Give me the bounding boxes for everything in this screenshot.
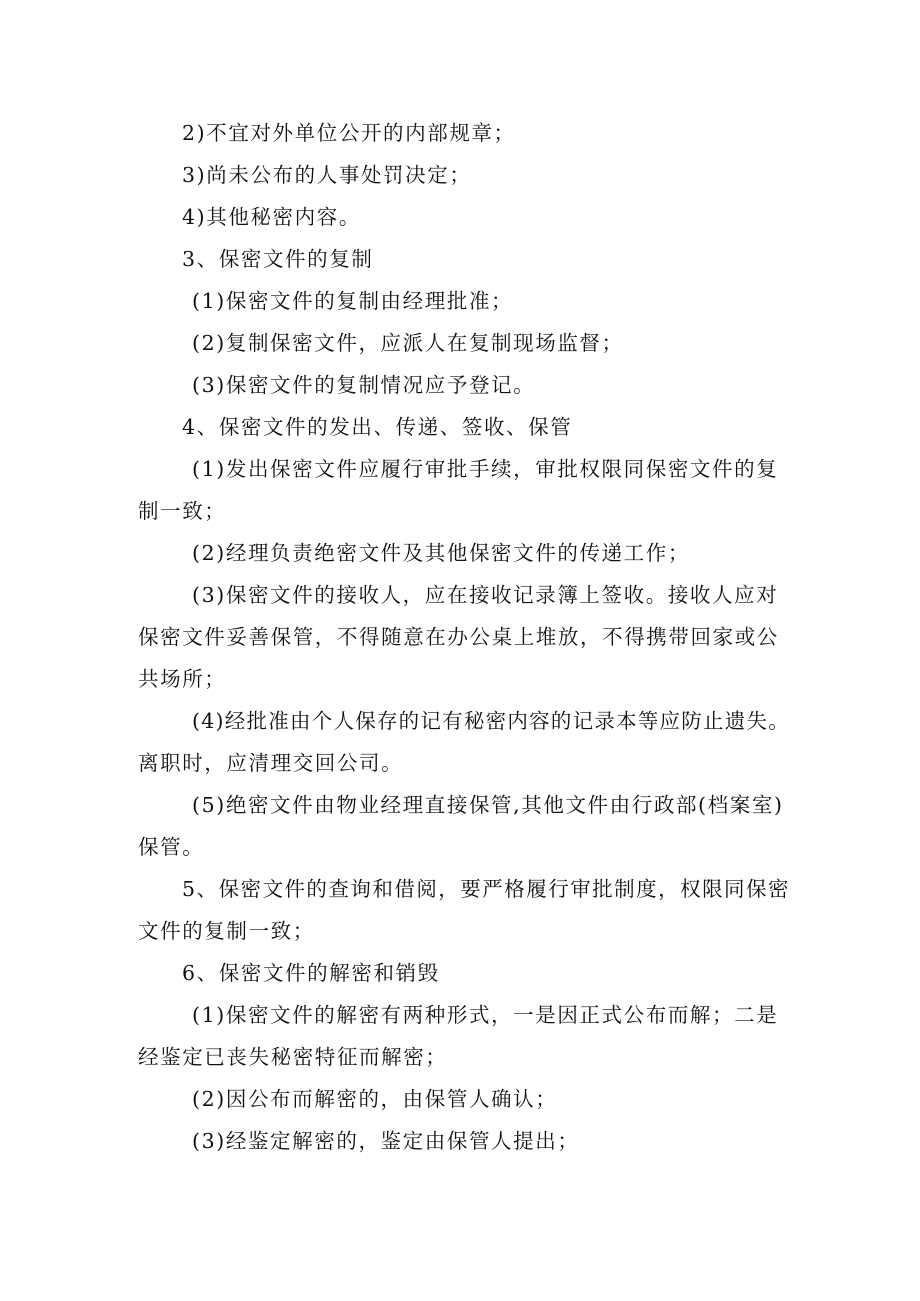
text-line [0, 664, 920, 694]
text-line [0, 832, 920, 862]
text-line [0, 1126, 920, 1156]
text-line [0, 1042, 920, 1072]
text-line [0, 538, 920, 568]
line-text: (3)保密文件的复制情况应予登记。 [192, 373, 536, 397]
line-text: 3)尚未公布的人事处罚决定； [182, 163, 472, 187]
line-text: 离职时，应清理交回公司。 [138, 751, 404, 775]
line-text: (2)复制保密文件，应派人在复制现场监督； [192, 331, 624, 355]
line-text: (3)经鉴定解密的，鉴定由保管人提出； [192, 1129, 580, 1153]
section-heading [0, 412, 920, 442]
text-line [0, 496, 920, 526]
line-text: 共场所； [138, 667, 227, 691]
text-line [0, 454, 920, 484]
line-text: 2)不宜对外单位公开的内部规章； [182, 121, 516, 145]
text-line [0, 160, 920, 190]
section-heading [0, 244, 920, 274]
text-line [0, 202, 920, 232]
line-text: (1)发出保密文件应履行审批手续，审批权限同保密文件的复 [192, 457, 779, 481]
line-text: (2)经理负责绝密文件及其他保密文件的传递工作； [192, 541, 690, 565]
text-line [0, 916, 920, 946]
text-line [0, 118, 920, 148]
text-line [0, 1084, 920, 1114]
line-text: 6、保密文件的解密和销毁 [182, 961, 440, 985]
line-text: 经鉴定已丧失秘密特征而解密； [138, 1045, 448, 1069]
text-line [0, 1000, 920, 1030]
line-text: 5、保密文件的查询和借阅，要严格履行审批制度，权限同保密 [182, 877, 790, 901]
line-text: (1)保密文件的解密有两种形式，一是因正式公布而解；二是 [192, 1003, 779, 1027]
text-line [0, 328, 920, 358]
line-text: 文件的复制一致； [138, 919, 315, 943]
line-text: 保密文件妥善保管，不得随意在办公桌上堆放，不得携带回家或公 [138, 625, 779, 649]
line-text: 4)其他秘密内容。 [182, 205, 361, 229]
line-text: (1)保密文件的复制由经理批准； [192, 289, 514, 313]
line-text: 4、保密文件的发出、传递、签收、保管 [182, 415, 573, 439]
text-line [0, 622, 920, 652]
line-text: 3、保密文件的复制 [182, 247, 374, 271]
line-text: 制一致； [138, 499, 227, 523]
text-line [0, 706, 920, 736]
line-text: (5)绝密文件由物业经理直接保管,其他文件由行政部(档案室) [192, 793, 784, 817]
text-line [0, 748, 920, 778]
section-heading [0, 958, 920, 988]
text-line [0, 580, 920, 610]
text-line [0, 790, 920, 820]
line-text: (3)保密文件的接收人，应在接收记录簿上签收。接收人应对 [192, 583, 779, 607]
text-line [0, 286, 920, 316]
line-text: (2)因公布而解密的，由保管人确认； [192, 1087, 558, 1111]
line-text: (4)经批准由个人保存的记有秘密内容的记录本等应防止遗失。 [192, 709, 790, 733]
text-line [0, 370, 920, 400]
line-text: 保管。 [138, 835, 205, 859]
section-heading [0, 874, 920, 904]
